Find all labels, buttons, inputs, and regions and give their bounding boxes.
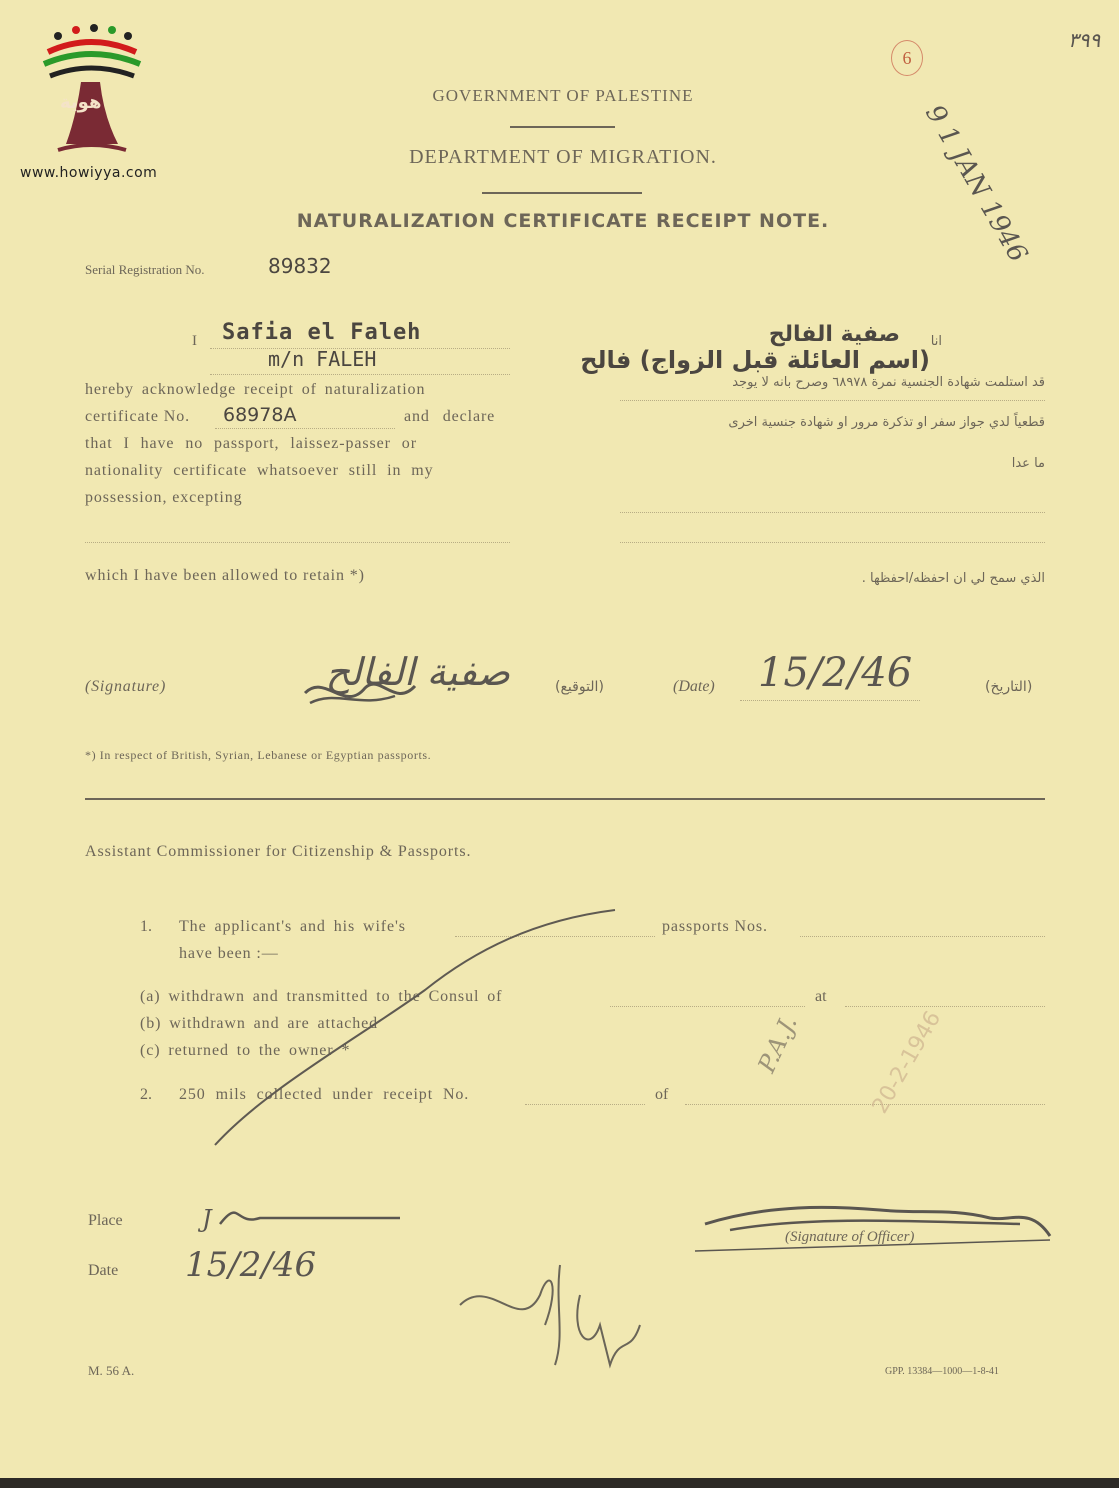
department-heading: DEPARTMENT OF MIGRATION.: [409, 146, 717, 168]
officer-signature-label: (Signature of Officer): [785, 1229, 915, 1245]
certificate-label: certificate No.: [85, 408, 190, 425]
watermark-text: هوية: [60, 92, 102, 113]
certificate-number: 68978A: [223, 404, 297, 426]
certificate-line: [215, 428, 395, 429]
arabic-line-2: قطعياً لدي جواز سفر او تذكرة مرور او شهادة جنسية اخرى: [728, 415, 1045, 430]
signature-label: (Signature): [85, 678, 167, 695]
pronoun-i: I: [192, 333, 197, 349]
footnote: *) In respect of British, Syrian, Lebanese or Egyptian passports.: [85, 748, 432, 762]
diagonal-strike: [205, 900, 625, 1150]
item-2-text: 250 mils collected under receipt No.: [179, 1086, 470, 1103]
item-2-number: 2.: [140, 1086, 152, 1103]
option-a-at: at: [815, 988, 827, 1005]
and-declare: and declare: [404, 408, 496, 425]
option-a-line: [610, 1006, 805, 1007]
english-line-1: hereby acknowledge receipt of naturalization: [85, 381, 426, 398]
option-c: (c) returned to the owner *: [140, 1042, 351, 1059]
item-2-of: of: [655, 1086, 669, 1103]
item-1-number: 1.: [140, 918, 152, 935]
signature-date: 15/2/46: [758, 650, 913, 696]
maiden-name: m/n FALEH: [268, 347, 377, 371]
english-line-3: that I have no passport, laissez-passer or: [85, 435, 417, 452]
ar-line-3: [620, 512, 1045, 513]
maiden-line: [210, 374, 510, 375]
initials: P.A.J.: [752, 1011, 803, 1077]
header-divider-2: [482, 192, 642, 194]
english-line-4: nationality certificate whatsoever still in my: [85, 462, 434, 479]
option-b: (b) withdrawn and are attached: [140, 1015, 379, 1032]
circled-number: 6: [891, 40, 923, 76]
date-label: (Date): [673, 678, 715, 695]
date-line: [740, 700, 920, 701]
arabic-retain: الذي سمح لي ان احفظه/احفظها .: [861, 571, 1045, 586]
commissioner-heading: Assistant Commissioner for Citizenship & Passports.: [85, 843, 472, 860]
option-a: (a) withdrawn and transmitted to the Consul of: [140, 988, 503, 1005]
english-line-5: possession, excepting: [85, 489, 243, 506]
date-footer-value: 15/2/46: [185, 1245, 317, 1285]
document-title: NATURALIZATION CERTIFICATE RECEIPT NOTE.: [296, 210, 830, 232]
signature-label-arabic: (التوقيع): [555, 679, 604, 695]
date-label-arabic: (التاريخ): [985, 679, 1033, 695]
item-1-line-2: [800, 936, 1045, 937]
excepting-line: [85, 542, 510, 543]
item-1-continued: have been :—: [179, 945, 279, 962]
item-2-line-2: [685, 1104, 1045, 1105]
date-footer-label: Date: [88, 1262, 119, 1279]
faded-date-stamp: 20-2-1946: [867, 1006, 947, 1119]
item-1-text: The applicant's and his wife's: [179, 918, 406, 935]
arabic-line-1: قد استلمت شهادة الجنسية نمرة ٦٨٩٧٨ وصرح بانه لا يوجد: [732, 375, 1045, 390]
signature-scribble: [300, 668, 420, 718]
serial-number: 89832: [268, 254, 332, 278]
bottom-scribble: [450, 1255, 650, 1375]
ar-line-4: [620, 542, 1045, 543]
retain-text: which I have been allowed to retain *): [85, 567, 365, 584]
corner-mark: ٣٩٩: [1068, 28, 1101, 52]
arabic-ana: انا: [930, 334, 942, 349]
place-value: J: [202, 1205, 212, 1233]
form-code-left: M. 56 A.: [88, 1363, 135, 1378]
place-label: Place: [88, 1212, 123, 1229]
date-stamp-handwritten: 9 1 JAN 1946: [919, 100, 1033, 268]
place-scribble: [215, 1196, 405, 1236]
watermark-site: www.howiyya.com: [20, 165, 158, 181]
arabic-line-3: ما عدا: [1011, 456, 1045, 471]
applicant-signature: صفية الفالح: [325, 650, 510, 694]
officer-signature: [690, 1196, 1060, 1256]
applicant-name: Safia el Faleh: [222, 320, 422, 345]
item-1-passports: passports Nos.: [662, 918, 768, 935]
government-heading: GOVERNMENT OF PALESTINE: [432, 86, 694, 105]
ar-line-1: [620, 400, 1045, 401]
section-divider: [85, 798, 1045, 800]
form-code-right: GPP. 13384—1000—1-8-41: [885, 1366, 999, 1377]
header-divider-1: [510, 126, 615, 128]
option-a-line-2: [845, 1006, 1045, 1007]
arabic-maiden: (اسم العائلة قبل الزواج) فالح: [580, 346, 930, 374]
serial-label: Serial Registration No.: [85, 262, 205, 277]
arabic-name: صفية الفالح: [768, 322, 900, 347]
